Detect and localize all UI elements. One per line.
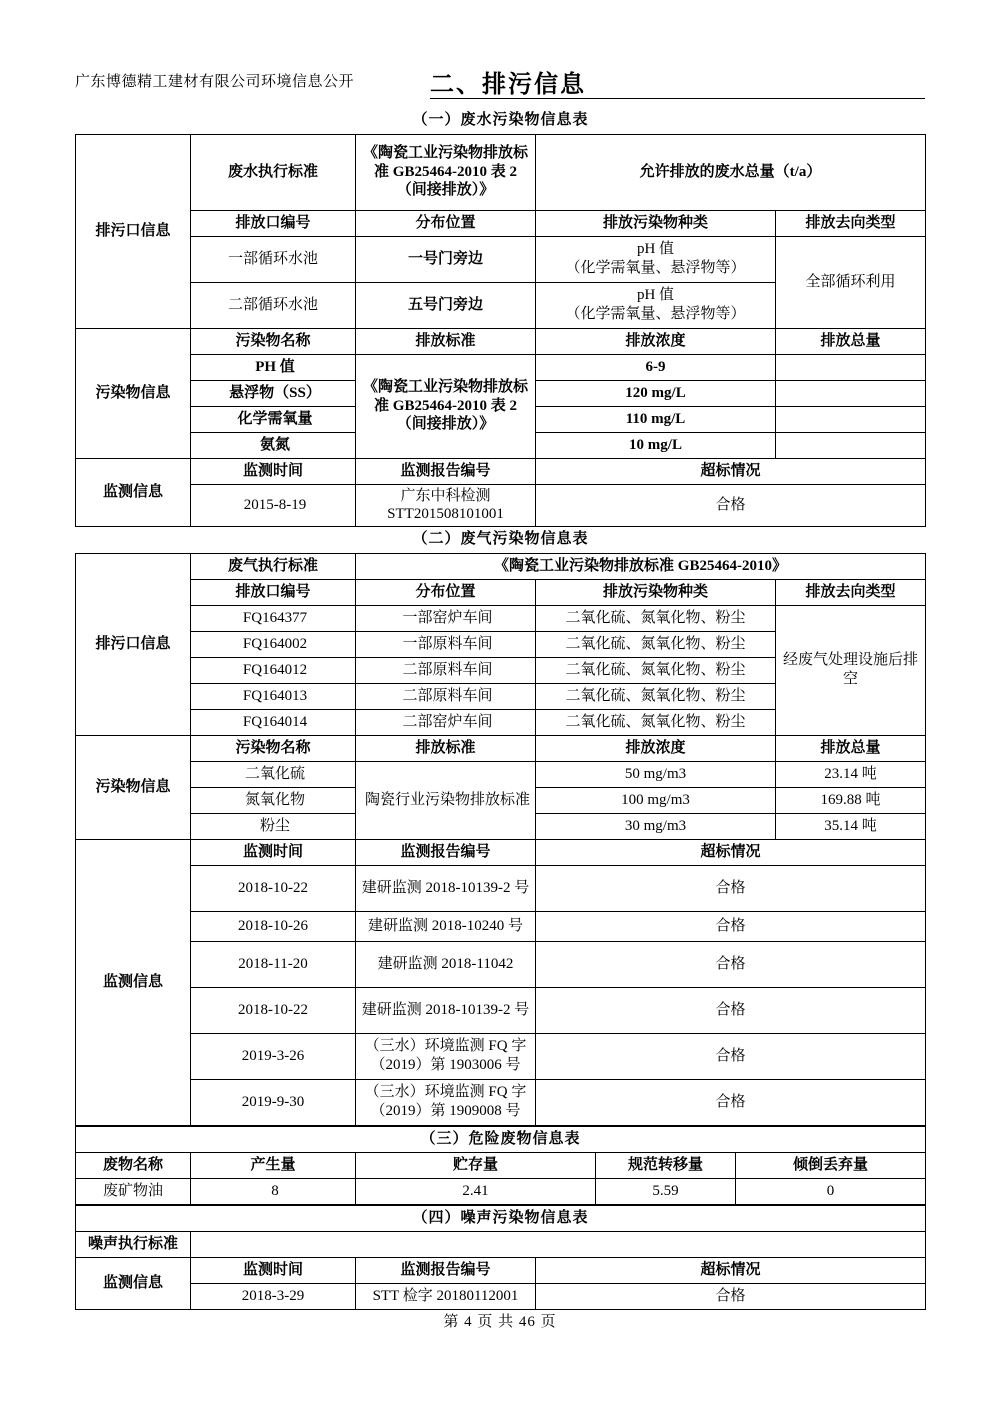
noise-standard-value [191, 1231, 926, 1257]
wastegas-monitor-status-5: 合格 [536, 1033, 926, 1079]
table-row [76, 484, 926, 527]
wastegas-pollutant-total-3: 35.14 吨 [776, 813, 926, 839]
wastegas-outlet-info-label: 排污口信息 [76, 553, 191, 735]
wastegas-outlet-type-5: 二氧化硫、氮氧化物、粉尘 [536, 709, 776, 735]
wastewater-allowed-total-label: 允许排放的废水总量（t/a） [536, 134, 926, 210]
wastegas-outlet-no-4: FQ164013 [191, 683, 356, 709]
wastegas-pollutant-col-concentration: 排放浓度 [536, 735, 776, 761]
hazardous-stored-1: 2.41 [356, 1178, 596, 1204]
table-row [76, 1079, 926, 1125]
wastegas-pollutant-name-1: 二氧化硫 [191, 761, 356, 787]
wastegas-col-direction: 排放去向类型 [776, 579, 926, 605]
wastewater-pollutant-col-name: 污染物名称 [191, 328, 356, 354]
wastegas-monitor-time-3: 2018-11-20 [191, 941, 356, 987]
wastewater-col-outlet-no: 排放口编号 [191, 210, 356, 236]
wastewater-outlet-type-main-2: pH 值 [636, 287, 675, 304]
hazardous-caption-row [76, 1126, 926, 1152]
wastegas-pollutant-col-standard: 排放标准 [356, 735, 536, 761]
wastegas-col-outlet-no: 排放口编号 [191, 579, 356, 605]
header-company-label: 广东博德精工建材有限公司环境信息公开 [75, 74, 355, 90]
wastegas-outlet-type-1: 二氧化硫、氮氧化物、粉尘 [536, 605, 776, 631]
wastewater-outlet-type-2 [536, 282, 776, 328]
wastegas-pollutant-col-name: 污染物名称 [191, 735, 356, 761]
wastewater-caption: （一）废水污染物信息表 [412, 112, 589, 129]
wastewater-outlet-type-main-1: pH 值 [636, 241, 675, 258]
table-row [76, 1033, 926, 1079]
hazardous-col-produced: 产生量 [191, 1152, 356, 1178]
wastegas-outlet-no-1: FQ164377 [191, 605, 356, 631]
wastewater-monitor-col-report: 监测报告编号 [356, 458, 536, 484]
wastegas-outlet-type-2: 二氧化硫、氮氧化物、粉尘 [536, 631, 776, 657]
wastegas-outlet-no-2: FQ164002 [191, 631, 356, 657]
wastewater-standard-label: 废水执行标准 [191, 134, 356, 210]
wastewater-pollutant-total-2 [776, 380, 926, 406]
wastegas-monitor-col-time: 监测时间 [191, 839, 356, 865]
wastegas-pollutant-total-2: 169.88 吨 [776, 787, 926, 813]
wastewater-pollutant-conc-2: 120 mg/L [536, 380, 776, 406]
hazardous-header-row [76, 1152, 926, 1178]
wastegas-direction-value: 经废气处理设施后排空 [776, 605, 926, 735]
hazardous-name-1: 废矿物油 [76, 1178, 191, 1204]
wastewater-outlet-location-1: 一号门旁边 [356, 236, 536, 282]
wastegas-monitor-status-1: 合格 [536, 865, 926, 911]
wastewater-monitor-header-row [76, 458, 926, 484]
wastewater-pollutant-conc-4: 10 mg/L [536, 432, 776, 458]
wastegas-pollutant-conc-2: 100 mg/m3 [536, 787, 776, 813]
wastegas-monitor-status-3: 合格 [536, 941, 926, 987]
header-divider [430, 98, 925, 99]
page-title: 二、排污信息 [430, 72, 586, 98]
wastegas-table [75, 527, 926, 1126]
wastewater-pollutant-conc-1: 6-9 [536, 354, 776, 380]
wastegas-monitor-status-6: 合格 [536, 1079, 926, 1125]
wastewater-pollutant-name-3: 化学需氧量 [191, 406, 356, 432]
hazardous-caption: （三）危险废物信息表 [76, 1126, 926, 1152]
noise-monitor-col-time: 监测时间 [191, 1257, 356, 1283]
wastegas-monitor-report-2: 建研监测 2018-10240 号 [356, 911, 536, 941]
wastewater-outlet-type-1 [536, 236, 776, 282]
wastegas-outlet-no-3: FQ164012 [191, 657, 356, 683]
noise-standard-row [76, 1231, 926, 1257]
wastewater-pollutant-col-concentration: 排放浓度 [536, 328, 776, 354]
wastegas-monitor-time-2: 2018-10-26 [191, 911, 356, 941]
hazardous-table [75, 1126, 926, 1205]
noise-monitor-info-label: 监测信息 [76, 1257, 191, 1309]
wastegas-outlet-location-5: 二部窑炉车间 [356, 709, 536, 735]
wastewater-col-location: 分布位置 [356, 210, 536, 236]
wastegas-pollutant-conc-1: 50 mg/m3 [536, 761, 776, 787]
wastewater-col-direction: 排放去向类型 [776, 210, 926, 236]
noise-table [75, 1205, 926, 1310]
wastewater-table [75, 108, 926, 527]
wastewater-col-pollutant-type: 排放污染物种类 [536, 210, 776, 236]
table-row [76, 911, 926, 941]
wastewater-caption-row [76, 108, 926, 134]
wastewater-monitor-report-1: 广东中科检测 STT201508101001 [356, 484, 536, 527]
wastegas-outlet-type-4: 二氧化硫、氮氧化物、粉尘 [536, 683, 776, 709]
table-row [76, 941, 926, 987]
wastewater-pollutant-info-label: 污染物信息 [76, 328, 191, 458]
wastewater-direction-value: 全部循环利用 [776, 236, 926, 328]
wastegas-pollutant-total-1: 23.14 吨 [776, 761, 926, 787]
page-header [75, 62, 925, 102]
wastewater-pollutant-standard: 《陶瓷工业污染物排放标准 GB25464-2010 表 2（间接排放）》 [356, 354, 536, 458]
wastegas-outlet-location-3: 二部原料车间 [356, 657, 536, 683]
wastegas-monitor-time-1: 2018-10-22 [191, 865, 356, 911]
wastegas-pollutant-col-total: 排放总量 [776, 735, 926, 761]
wastewater-monitor-col-status: 超标情况 [536, 458, 926, 484]
wastewater-pollutant-name-4: 氨氮 [191, 432, 356, 458]
hazardous-col-stored: 贮存量 [356, 1152, 596, 1178]
noise-monitor-col-report: 监测报告编号 [356, 1257, 536, 1283]
wastegas-monitor-time-4: 2018-10-22 [191, 987, 356, 1033]
wastegas-pollutant-info-label: 污染物信息 [76, 735, 191, 839]
wastegas-standard-label: 废气执行标准 [191, 553, 356, 579]
wastegas-monitor-info-label: 监测信息 [76, 839, 191, 1125]
noise-caption-row [76, 1205, 926, 1231]
wastewater-monitor-info-label: 监测信息 [76, 458, 191, 527]
wastegas-caption-row [76, 527, 926, 553]
page-footer: 第 4 页 共 46 页 [443, 1314, 557, 1330]
wastegas-pollutant-standard: 陶瓷行业污染物排放标准 [356, 761, 536, 839]
wastegas-pollutant-conc-3: 30 mg/m3 [536, 813, 776, 839]
wastewater-pollutant-name-2: 悬浮物（SS） [191, 380, 356, 406]
wastegas-standard-value: 《陶瓷工业污染物排放标准 GB25464-2010》 [356, 553, 926, 579]
table-row [76, 605, 926, 631]
wastewater-outlet-type-sub-1: （化学需氧量、悬浮物等） [565, 260, 746, 276]
wastewater-pollutant-total-4 [776, 432, 926, 458]
table-row [76, 236, 926, 282]
hazardous-col-transferred: 规范转移量 [596, 1152, 736, 1178]
wastewater-standard-row [76, 134, 926, 210]
wastewater-pollutant-col-total: 排放总量 [776, 328, 926, 354]
table-row [76, 761, 926, 787]
wastegas-outlet-location-4: 二部原料车间 [356, 683, 536, 709]
wastegas-outlet-type-3: 二氧化硫、氮氧化物、粉尘 [536, 657, 776, 683]
noise-standard-label: 噪声执行标准 [76, 1231, 191, 1257]
wastegas-standard-row [76, 553, 926, 579]
wastewater-pollutant-total-1 [776, 354, 926, 380]
hazardous-col-name: 废物名称 [76, 1152, 191, 1178]
wastewater-pollutant-total-3 [776, 406, 926, 432]
wastegas-monitor-col-report: 监测报告编号 [356, 839, 536, 865]
table-row [76, 354, 926, 380]
wastewater-outlet-no-1: 一部循环水池 [191, 236, 356, 282]
table-row [76, 1283, 926, 1309]
wastegas-monitor-time-6: 2019-9-30 [191, 1079, 356, 1125]
wastegas-monitor-report-1: 建研监测 2018-10139-2 号 [356, 865, 536, 911]
document-body [75, 108, 925, 1310]
wastewater-monitor-status-1: 合格 [536, 484, 926, 527]
wastegas-pollutant-header-row [76, 735, 926, 761]
wastegas-outlet-location-1: 一部窑炉车间 [356, 605, 536, 631]
table-row [76, 1178, 926, 1204]
wastegas-caption: （二）废气污染物信息表 [412, 531, 589, 548]
wastewater-col-header-row [76, 210, 926, 236]
wastewater-standard-value: 《陶瓷工业污染物排放标准 GB25464-2010 表 2（间接排放）》 [356, 134, 536, 210]
wastegas-pollutant-name-3: 粉尘 [191, 813, 356, 839]
table-row [76, 865, 926, 911]
hazardous-transferred-1: 5.59 [596, 1178, 736, 1204]
wastegas-monitor-col-status: 超标情况 [536, 839, 926, 865]
wastewater-pollutant-col-standard: 排放标准 [356, 328, 536, 354]
wastewater-outlet-info-label: 排污口信息 [76, 134, 191, 328]
wastegas-monitor-header-row [76, 839, 926, 865]
wastegas-monitor-report-4: 建研监测 2018-10139-2 号 [356, 987, 536, 1033]
wastewater-outlet-type-sub-2: （化学需氧量、悬浮物等） [565, 306, 746, 322]
wastegas-monitor-report-5: （三水）环境监测 FQ 字（2019）第 1903006 号 [356, 1033, 536, 1079]
noise-monitor-time-1: 2018-3-29 [191, 1283, 356, 1309]
wastegas-monitor-report-3: 建研监测 2018-11042 [356, 941, 536, 987]
noise-caption: （四）噪声污染物信息表 [76, 1205, 926, 1231]
wastegas-col-pollutant-type: 排放污染物种类 [536, 579, 776, 605]
table-row [76, 987, 926, 1033]
noise-monitor-header-row [76, 1257, 926, 1283]
noise-monitor-status-1: 合格 [536, 1283, 926, 1309]
wastewater-outlet-location-2: 五号门旁边 [356, 282, 536, 328]
wastegas-outlet-no-5: FQ164014 [191, 709, 356, 735]
wastewater-pollutant-header-row [76, 328, 926, 354]
wastewater-outlet-no-2: 二部循环水池 [191, 282, 356, 328]
wastewater-pollutant-conc-3: 110 mg/L [536, 406, 776, 432]
wastegas-monitor-status-4: 合格 [536, 987, 926, 1033]
wastegas-monitor-status-2: 合格 [536, 911, 926, 941]
wastewater-monitor-time-1: 2015-8-19 [191, 484, 356, 527]
hazardous-dumped-1: 0 [736, 1178, 926, 1204]
wastewater-pollutant-name-1: PH 值 [191, 354, 356, 380]
noise-monitor-report-1: STT 检字 20180112001 [356, 1283, 536, 1309]
wastewater-monitor-col-time: 监测时间 [191, 458, 356, 484]
wastegas-monitor-time-5: 2019-3-26 [191, 1033, 356, 1079]
wastegas-col-header-row [76, 579, 926, 605]
wastegas-monitor-report-6: （三水）环境监测 FQ 字（2019）第 1909008 号 [356, 1079, 536, 1125]
wastegas-pollutant-name-2: 氮氧化物 [191, 787, 356, 813]
noise-monitor-col-status: 超标情况 [536, 1257, 926, 1283]
wastegas-col-location: 分布位置 [356, 579, 536, 605]
hazardous-produced-1: 8 [191, 1178, 356, 1204]
wastegas-outlet-location-2: 一部原料车间 [356, 631, 536, 657]
hazardous-col-dumped: 倾倒丢弃量 [736, 1152, 926, 1178]
